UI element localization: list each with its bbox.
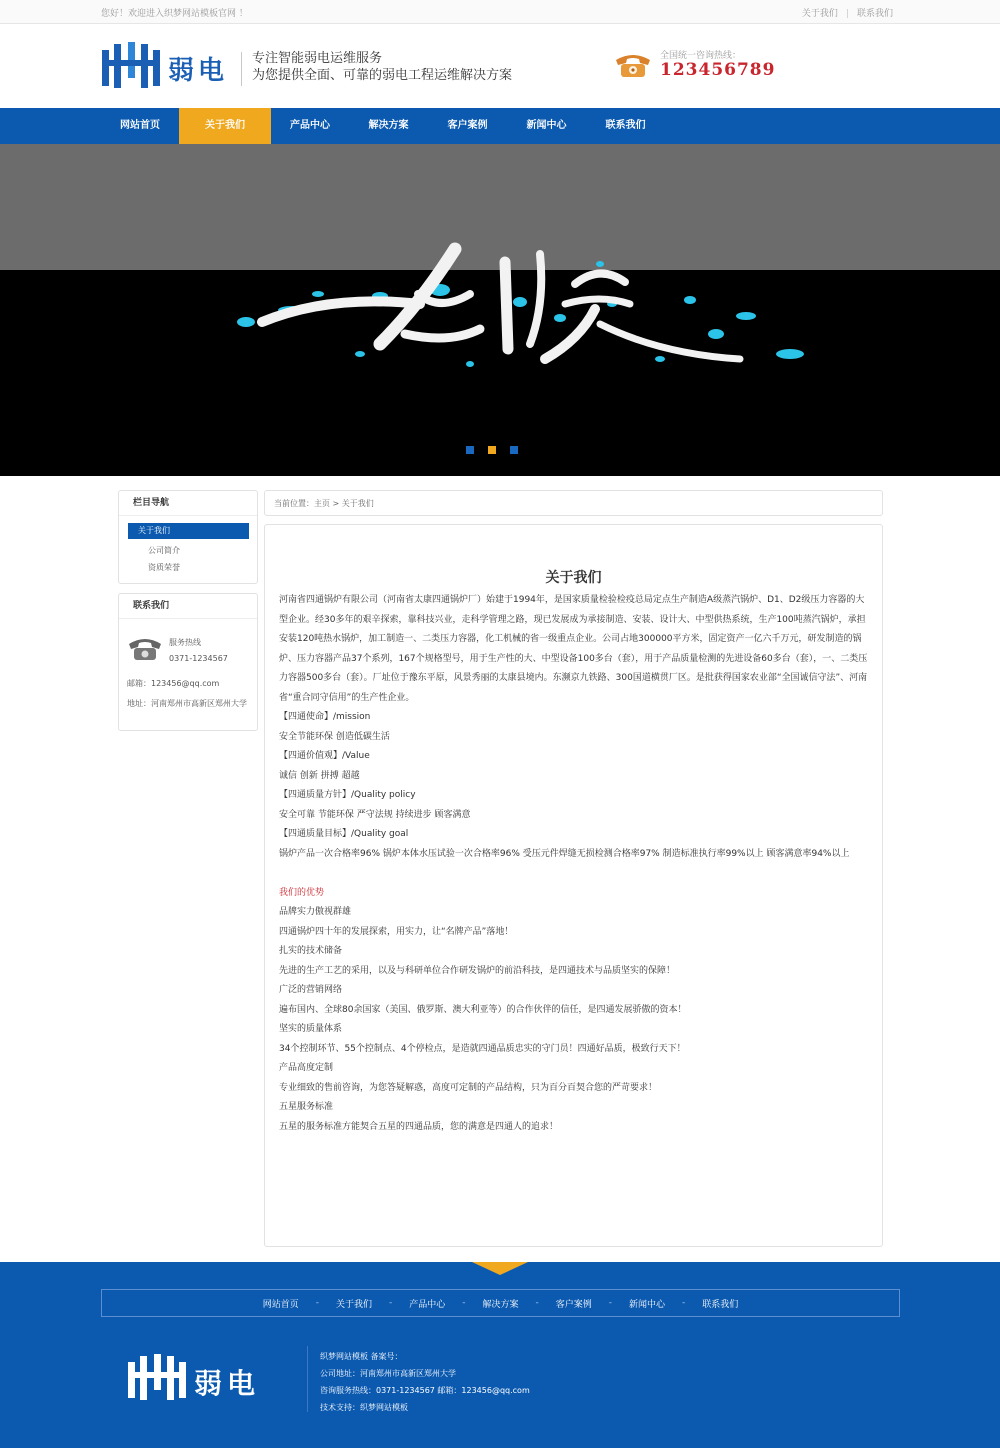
tagline-line-2: 为您提供全面、可靠的弱电工程运维解决方案 [252,68,513,83]
article-body [279,591,869,1137]
article-paragraph-20: 专业细致的售前咨询，为您答疑解惑，高度可定制的产品结构，只为百分百契合您的严苛要求！ [279,1082,658,1093]
footer-arrow [472,1262,528,1275]
hotline-block [612,46,812,86]
main-nav-list [101,108,665,144]
banner-dot-1[interactable] [488,446,496,454]
article-paragraph-15: 广泛的营销网络 [279,985,343,995]
nav-item-4[interactable]: 客户案例 [447,120,488,131]
service-tel: 0371-1234567 [169,654,228,663]
footer-nav-item-6[interactable]: 联系我们 [702,1299,739,1310]
article-paragraph-11: 品牌实力傲视群雄 [279,907,352,917]
sidebar-item-profile[interactable]: 公司简介 [148,546,180,555]
banner-dots [466,446,518,454]
footer-nav-item-5[interactable]: 新闻中心 [629,1299,666,1310]
logo-mark-icon [100,38,162,94]
footer-info [320,1348,530,1416]
footer-info-line-1: 公司地址：河南郑州市高新区郑州大学 [320,1369,456,1378]
footer-nav-item-4[interactable]: 客户案例 [555,1299,592,1310]
article-paragraph-6: 安全可靠 节能环保 严守法规 持续进步 顾客满意 [279,809,471,820]
sidebar-nav-title: 栏目导航 [119,491,257,516]
article-title: 关于我们 [545,570,602,586]
top-link-separator: | [845,9,849,19]
article-paragraph-17: 坚实的质量体系 [279,1024,343,1034]
article-paragraph-9 [279,864,869,884]
article-paragraph-22: 五星的服务标准方能契合五星的四通品质，您的满意是四通人的追求！ [279,1121,559,1132]
article-panel [264,524,883,1247]
footer-divider [307,1346,308,1412]
footer-nav [101,1289,900,1317]
footer-info-line-0: 织梦网站模板 备案号： [320,1352,403,1361]
sidebar-nav-box [118,490,258,584]
nav-item-0[interactable]: 网站首页 [120,120,160,131]
article-paragraph-5: 【四通质量方针】/Quality policy [279,790,416,800]
footer-nav-separator: - [535,1298,539,1308]
article-paragraph-18: 34个控制环节、55个控制点、4个停检点，是造就四通品质忠实的守门员！四通好品质，极致行天下！ [279,1043,686,1054]
service-label: 服务热线 [169,638,201,647]
contact-address: 地址：河南郑州市高新区郑州大学 [127,699,247,708]
article-paragraph-3: 【四通价值观】/Value [279,751,370,761]
site-header [0,24,1000,108]
sidebar-item-current[interactable]: 关于我们 [128,523,249,539]
article-paragraph-2: 安全节能环保 创造低碳生活 [279,731,390,742]
telephone-icon [127,634,163,662]
nav-item-1[interactable]: 关于我们 [179,108,271,144]
article-paragraph-19: 产品高度定制 [279,1063,334,1073]
header-tagline [252,50,512,84]
tagline-line-1: 专注智能弱电运维服务 [252,51,383,66]
site-footer [0,1262,1000,1448]
article-paragraph-7: 【四通质量目标】/Quality goal [279,829,409,839]
footer-nav-item-2[interactable]: 产品中心 [409,1299,446,1310]
article-paragraph-14: 先进的生产工艺的采用，以及与科研单位合作研发锅炉的前沿科技，是四通技术与品质坚实的保障！ [279,965,676,976]
hotline-label: 全国统一咨询热线： [660,51,742,61]
nav-item-2[interactable]: 产品中心 [290,120,330,131]
banner-dot-2[interactable] [510,446,518,454]
footer-nav-item-3[interactable]: 解决方案 [482,1299,519,1310]
article-paragraph-12: 四通锅炉四十年的发展探索，用实力，让“名牌产品”落地！ [279,926,514,937]
article-paragraph-1: 【四通使命】/mission [279,712,371,722]
main-nav [0,108,1000,144]
footer-logo[interactable] [126,1350,286,1410]
article-paragraph-0: 河南省四通锅炉有限公司（河南省太康四通锅炉厂）始建于1994年，是国家质量检验检疫总局定点生产制造A级蒸汽锅炉、D1、D2级压力容器的大型企业。经30多年的艰辛探索，靠科技兴业，走科学管理之路，现已发展成为承接制造、安装、设计大、中型供热系统，生产100吨蒸汽锅炉，承担安装120吨热水锅炉，加工制造一、二类压力容器，化工机械的省一级重点企业。公司占地300000平方米，固定资产一亿六千万元，研发制造的锅炉、压力容器产品37个系列，167个规格型号，用于生产性的大、中型设备100多台（套），用于产品质量检测的先进设备60多台（套），一、二类压力容器500多台（套）。厂址位于豫东平原，风景秀丽的太康县境内。东濒京九铁路、300国道横贯厂区。是批获得国家农业部“全国诚信守法”、河南省“重合同守信用”的生产性企业。 [279,595,868,703]
article-paragraph-10: 我们的优势 [279,887,325,898]
footer-nav-item-1[interactable]: 关于我们 [335,1299,372,1310]
hero-banner [0,144,1000,476]
footer-nav-separator: - [388,1298,393,1308]
logo-mark-icon [126,1350,188,1406]
article-paragraph-16: 遍布国内、全球80余国家（美国、俄罗斯、澳大利亚等）的合作伙伴的信任，是四通发展骄傲的资本！ [279,1004,687,1015]
telephone-icon [612,50,654,80]
breadcrumb: 当前位置：主页 > 关于我们 [264,490,883,516]
article-paragraph-21: 五星服务标准 [279,1102,334,1112]
welcome-text: 您好！欢迎进入织梦网站模板官网 ！ [101,9,248,19]
contact-email: 邮箱：123456@qq.com [127,679,220,688]
nav-item-5[interactable]: 新闻中心 [526,120,567,131]
nav-item-6[interactable]: 联系我们 [605,120,646,131]
article-paragraph-13: 扎实的技术储备 [279,946,343,956]
logo-text: 弱电 [168,56,229,86]
top-links [802,6,893,19]
calligraphy-artwork [0,144,1000,476]
footer-nav-separator: - [315,1298,319,1308]
sidebar-contact-box [118,593,258,731]
top-bar [0,0,1000,24]
footer-nav-item-0[interactable]: 网站首页 [262,1299,299,1310]
main-area [0,476,1000,1262]
top-link-contact[interactable]: 联系我们 [856,9,893,19]
footer-logo-text: 弱电 [194,1367,261,1400]
article-paragraph-8: 锅炉产品一次合格率96% 锅炉本体水压试验一次合格率96% 受压元件焊缝无损检测合格率97% 制造标准执行率99%以上 顾客满意率94%以上 [279,848,850,859]
header-divider [241,52,242,86]
hotline-number: 123456789 [660,60,776,80]
top-link-about[interactable]: 关于我们 [801,9,838,19]
footer-nav-separator: - [682,1298,686,1308]
article-paragraph-4: 诚信 创新 拼搏 超越 [279,770,360,781]
sidebar-item-honors[interactable]: 资质荣誉 [148,563,180,572]
nav-item-3[interactable]: 解决方案 [368,120,409,131]
footer-nav-separator: - [608,1298,613,1308]
sidebar-contact-title: 联系我们 [119,594,257,619]
footer-info-line-2: 咨询服务热线：0371-1234567 邮箱：123456@qq.com [320,1386,530,1395]
footer-nav-list [102,1290,899,1316]
footer-nav-separator: - [462,1298,466,1308]
site-logo[interactable] [100,38,240,94]
banner-dot-0[interactable] [466,446,474,454]
footer-info-line-3: 技术支持：织梦网站模板 [320,1403,408,1412]
